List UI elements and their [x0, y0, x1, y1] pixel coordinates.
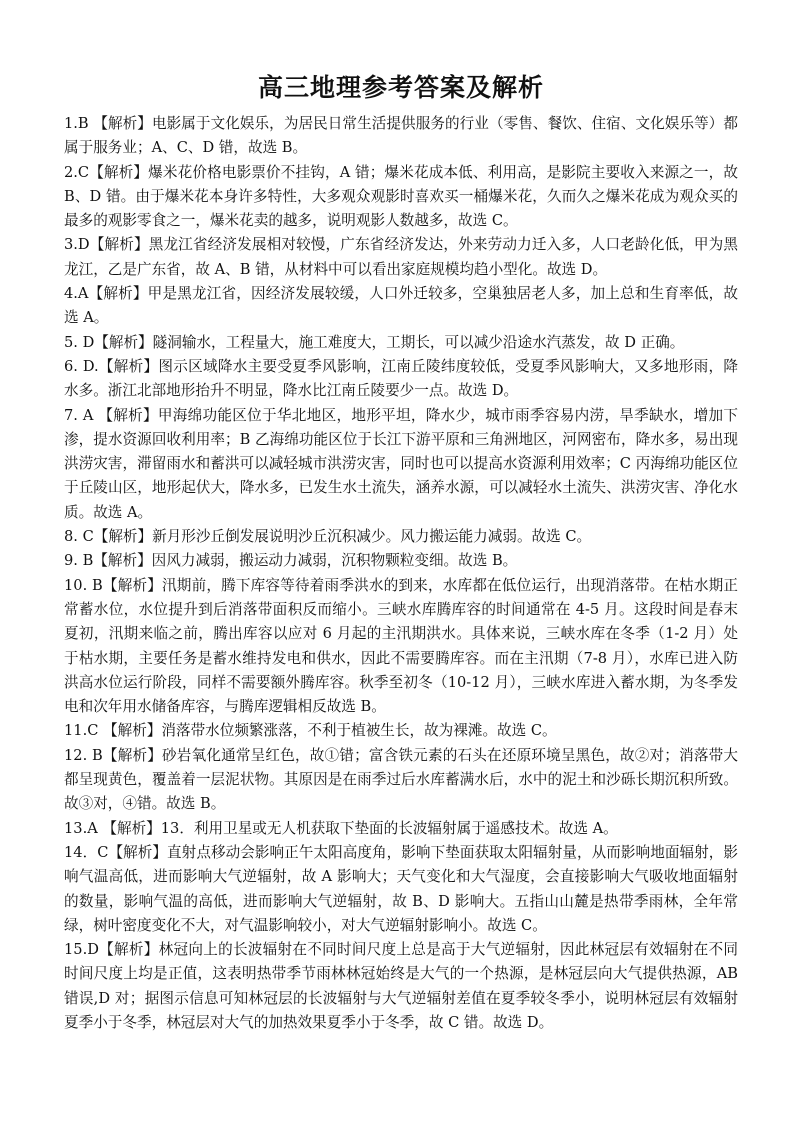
answer-item-13: 13.A 【解析】13．利用卫星或无人机获取下垫面的长波辐射属于遥感技术。故选 A。 [64, 819, 618, 837]
answer-item-6: 6. D.【解析】图示区域降水主要受夏季风影响，江南丘陵纬度较低，受夏季风影响大，又多地形雨，降水多。浙江北部地形抬升不明显，降水比江南丘陵要少一点。故选 D。 [64, 357, 738, 400]
answer-item-14: 14．C【解析】直射点移动会影响正午太阳高度角，影响下垫面获取太阳辐射量，从而影响地面辐射，影响气温高低，进而影响大气逆辐射，故 A 影响大；天气变化和大气湿度，会直接影响大气吸收地面辐射的数量，影响气温的高低，进而影响大气逆辐射，故 B、D 影响大。五指山山麓是热带季雨林，全年常绿，树叶密度变化不大，对气温影响较小，对大气逆辐射影响小。故选 C。 [64, 843, 738, 934]
answer-item-11: 11.C 【解析】消落带水位频繁涨落，不利于植被生长，故为裸滩。故选 C。 [64, 722, 557, 740]
answer-item-8: 8. C【解析】新月形沙丘倒发展说明沙丘沉积减少。风力搬运能力减弱。故选 C。 [64, 528, 592, 546]
answer-item-1: 1.B 【解析】电影属于文化娱乐，为居民日常生活提供服务的行业（零售、餐饮、住宿、文化娱乐等）都属于服务业；A、C、D 错，故选 B。 [64, 115, 738, 157]
answer-item-4: 4.A【解析】甲是黑龙江省，因经济发展较缓，人口外迁较多，空巢独居老人多，加上总和生育率低，故选 A。 [64, 285, 738, 327]
answer-item-15: 15.D【解析】林冠向上的长波辐射在不同时间尺度上总是高于大气逆辐射，因此林冠层有效辐射在不同时间尺度上均是正值，这表明热带季节雨林林冠始终是大气的一个热源，是林冠层向大气提供热源，AB 错误,D 对；据图示信息可知林冠层的长波辐射与大气逆辐射差值在夏季较冬季小，说明林冠层有效辐射夏季小于冬季，林冠层对大气的加热效果夏季小于冬季，故 C 错。故选 D。 [64, 941, 738, 1031]
answer-item-5: 5. D【解析】隧洞输水，工程量大，施工难度大，工期长，可以减少沿途水汽蒸发，故 D 正确。 [64, 333, 685, 351]
answer-item-10: 10. B【解析】汛期前，腾下库容等待着雨季洪水的到来，水库都在低位运行，出现消落带。在枯水期正常蓄水位，水位提升到后消落带面积反而缩小。三峡水库腾库容的时间通常在 4-5 月。这段时间是春末夏初，汛期来临之前，腾出库容以应对 6 月起的主汛期洪水。具体来说，三峡水库在冬季（1-2 月）处于枯水期，主要任务是蓄水维持发电和供水，因此不需要腾库容。而在主汛期（7-8 月），水库已进入防洪高水位运行阶段，同样不需要额外腾库容。秋季至初冬（10-12 月），三峡水库进入蓄水期，为冬季发电和次年用水储备库容，与腾库逻辑相反故选 B。 [64, 576, 738, 716]
answer-item-12: 12. B【解析】砂岩氧化通常呈红色，故①错；富含铁元素的石头在还原环境呈黑色，故②对；消落带大都呈现黄色，覆盖着一层泥状物。其原因是在雨季过后水库蓄满水后，水中的泥土和沙砾长期沉积所致。故③对，④错。故选 B。 [64, 746, 738, 813]
answer-item-2: 2.C【解析】爆米花价格电影票价不挂钩，A 错；爆米花成本低、利用高，是影院主要收入来源之一，故 B、D 错。由于爆米花本身许多特性，大多观众观影时喜欢买一桶爆米花，久而久之爆米花成为观众买的最多的观影零食之一，爆米花卖的越多，说明观影人数越多，故选 C。 [64, 163, 738, 230]
answer-item-9: 9. B【解析】因风力减弱，搬运动力减弱，沉积物颗粒变细。故选 B。 [64, 552, 518, 570]
answer-list [64, 112, 738, 1035]
answer-item-7: 7. A 【解析】甲海绵功能区位于华北地区，地形平坦，降水少，城市雨季容易内涝，旱季缺水，增加下渗，提水资源回收利用率；B 乙海绵功能区位于长江下游平原和三角洲地区，河网密布，降水多，易出现洪涝灾害，滞留雨水和蓄洪可以减轻城市洪涝灾害，同时也可以提高水资源利用效率；C 丙海绵功能区位于丘陵山区，地形起伏大，降水多，已发生水土流失，涵养水源，可以减轻水土流失、洪涝灾害、净化水质。故选 A。 [64, 406, 738, 521]
answer-item-3: 3.D【解析】黑龙江省经济发展相对较慢，广东省经济发达，外来劳动力迁入多，人口老龄化低，甲为黑龙江，乙是广东省，故 A、B 错，从材料中可以看出家庭规模均趋小型化。故选 D。 [64, 236, 738, 278]
page-title: 高三地理参考答案及解析 [257, 73, 544, 102]
